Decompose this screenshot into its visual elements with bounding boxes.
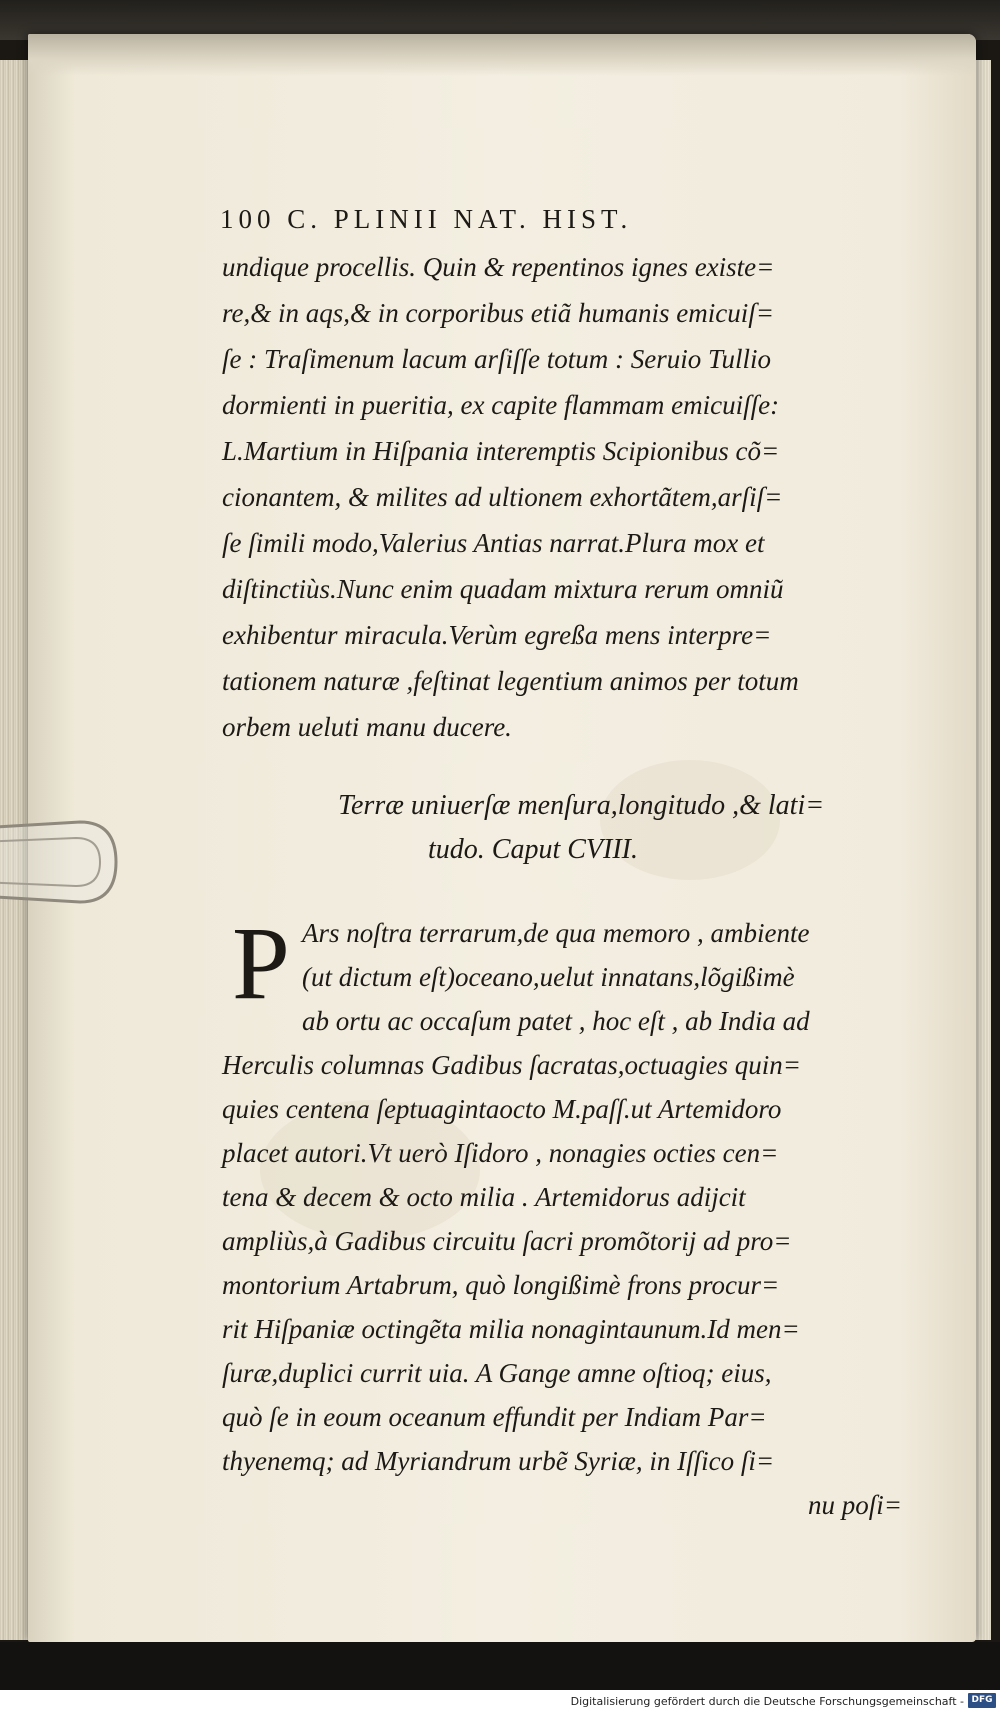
- text-line: L.Martium in Hiſpania interemptis Scipionibus cõ=: [222, 436, 780, 466]
- text-line: orbem ueluti manu ducere.: [222, 712, 512, 742]
- text-line: quò ſe in eoum oceanum effundit per Indiam Par=: [222, 1402, 767, 1432]
- text-line: Herculis columnas Gadibus ſacratas,octuagies quin=: [222, 1050, 801, 1080]
- text-line: exhibentur miracula.Verùm egreßa mens interpre=: [222, 620, 772, 650]
- text-line: quies centena ſeptuagintaocto M.paſſ.ut Artemidoro: [222, 1094, 782, 1124]
- footer-attribution: Digitalisierung gefördert durch die Deutsche Forschungsgemeinschaft -: [570, 1695, 964, 1708]
- page-clip: [0, 818, 120, 906]
- drop-cap: P: [232, 906, 290, 1021]
- dfg-logo: DFG: [968, 1693, 996, 1708]
- scan-bottom-background: [0, 1642, 1000, 1690]
- text-line: (ut dictum eſt)oceano,uelut innatans,lõgißimè: [302, 962, 795, 992]
- text-line: tationem naturæ ,feſtinat legentium animos per totum: [222, 666, 799, 696]
- running-head: 100 C. PLINII NAT. HIST.: [220, 204, 633, 234]
- text-line: montorium Artabrum, quò longißimè frons procur=: [222, 1270, 780, 1300]
- text-line: cionantem, & milites ad ultionem exhortãtem,arſiſ=: [222, 482, 783, 512]
- text-line: ab ortu ac occaſum patet , hoc eſt , ab India ad: [302, 1006, 810, 1036]
- text-line: re,& in aqs,& in corporibus etiã humanis emicuiſ=: [222, 298, 774, 328]
- text-line: ſe : Traſimenum lacum arſiſſe totum : Seruio Tullio: [222, 344, 771, 374]
- text-line: diſtinctiùs.Nunc enim quadam mixtura rerum omniũ: [222, 574, 784, 604]
- catchword: nu poſi=: [808, 1490, 902, 1520]
- text-line: placet autori.Vt uerò Iſidoro , nonagies octies cen=: [222, 1138, 779, 1168]
- page-top-shadow: [28, 34, 976, 76]
- text-line: thyenemq; ad Myriandrum urbẽ Syriæ, in Iſſico ſi=: [222, 1446, 775, 1476]
- text-line: ſe ſimili modo,Valerius Antias narrat.Plura mox et: [222, 528, 765, 558]
- text-line: dormienti in pueritia, ex capite flammam emicuiſſe:: [222, 390, 780, 420]
- text-line: rit Hiſpaniæ octingẽta milia nonagintaunum.Id men=: [222, 1314, 800, 1344]
- heading-line: tudo. Caput CVIII.: [428, 834, 638, 865]
- text-line: ſuræ,duplici currit uia. A Gange amne oſtioq; eius,: [222, 1358, 772, 1388]
- text-line: tena & decem & octo milia . Artemidorus adijcit: [222, 1182, 746, 1212]
- text-line: ampliùs,à Gadibus circuitu ſacri promõtorij ad pro=: [222, 1226, 792, 1256]
- text-line: Ars noſtra terrarum,de qua memoro , ambiente: [302, 918, 810, 948]
- text-line: undique procellis. Quin & repentinos ignes existe=: [222, 252, 775, 282]
- heading-line: Terræ uniuerſæ menſura,longitudo ,& lati=: [338, 790, 825, 821]
- footer-bar: [0, 1690, 1000, 1712]
